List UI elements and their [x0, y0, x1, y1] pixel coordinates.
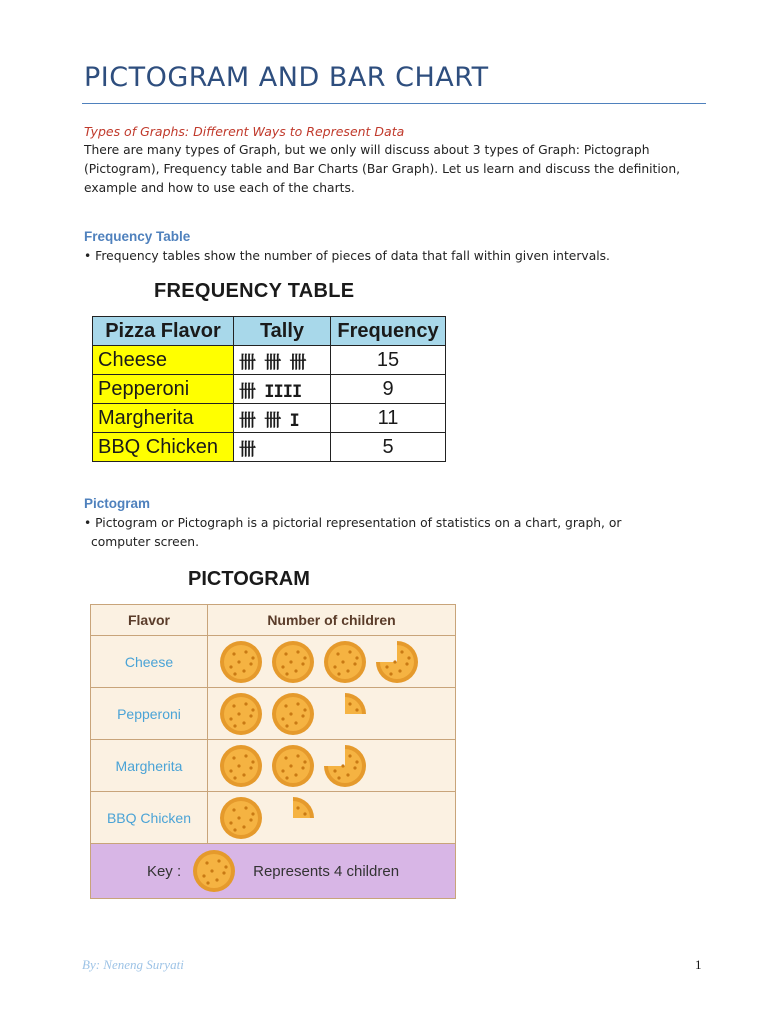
pizza-icons-cell — [208, 688, 456, 740]
key-label: Key : — [146, 862, 182, 880]
page-number: 1 — [695, 957, 702, 972]
header-flavor: Flavor — [91, 605, 208, 636]
tally-cell: 卌 IIII — [234, 375, 331, 404]
frequency-table — [92, 316, 446, 462]
frequency-cell: 5 — [331, 433, 446, 462]
partial-pizza-icon — [374, 639, 420, 685]
flavor-label: Cheese — [91, 636, 208, 688]
pictogram-key — [92, 848, 454, 894]
table-row — [93, 375, 446, 404]
partial-pizza-icon — [270, 795, 316, 841]
flavor-label: Margherita — [91, 740, 208, 792]
flavor-cell: Cheese — [93, 346, 234, 375]
pictogram-description-line2: computer screen. — [91, 535, 199, 549]
table-row — [93, 404, 446, 433]
header-frequency: Frequency — [331, 317, 446, 346]
flavor-label: BBQ Chicken — [91, 792, 208, 844]
pizza-icon — [218, 691, 264, 737]
pictogram-key-cell — [91, 844, 456, 899]
pictogram-key-row — [91, 844, 456, 899]
pictogram-description-line1: • Pictogram or Pictograph is a pictorial representation of statistics on a chart, graph, or — [84, 516, 622, 530]
flavor-cell: BBQ Chicken — [93, 433, 234, 462]
header-pizza-flavor: Pizza Flavor — [93, 317, 234, 346]
flavor-cell: Pepperoni — [93, 375, 234, 404]
key-text: Represents 4 children — [253, 862, 400, 880]
pizza-icons-cell — [208, 792, 456, 844]
flavor-label: Pepperoni — [91, 688, 208, 740]
table-row — [93, 346, 446, 375]
pizza-icon — [191, 848, 243, 894]
frequency-cell: 9 — [331, 375, 446, 404]
pizza-icon — [191, 848, 237, 894]
pizza-icons-cell — [208, 740, 456, 792]
pictogram-heading: Pictogram — [84, 496, 151, 511]
tally-cell: 卌 卌 卌 — [234, 346, 331, 375]
title-divider — [82, 103, 706, 104]
partial-pizza-icon — [322, 691, 368, 737]
frequency-table-header-row — [93, 317, 446, 346]
frequency-table-description: • Frequency tables show the number of pieces of data that fall within given intervals. — [84, 249, 610, 263]
pizza-icon — [322, 639, 368, 685]
partial-pizza-icon — [322, 743, 368, 789]
header-tally: Tally — [234, 317, 331, 346]
pizza-icons-cell — [208, 636, 456, 688]
subheading: Types of Graphs: Different Ways to Represent Data — [84, 124, 405, 139]
table-row — [91, 740, 456, 792]
pizza-icon — [270, 743, 316, 789]
header-number-of-children: Number of children — [208, 605, 456, 636]
intro-paragraph: There are many types of Graph, but we only will discuss about 3 types of Graph: Pictograph (Pictogram), Frequency table and Bar Charts (Bar Graph). Let us learn and discuss the definition, example and how to use each of the charts. — [84, 143, 681, 195]
page-title: PICTOGRAM AND BAR CHART — [84, 62, 489, 93]
pizza-icon — [270, 691, 316, 737]
pizza-icon — [218, 795, 264, 841]
pictogram-header-row — [91, 605, 456, 636]
pizza-icon — [270, 639, 316, 685]
table-row — [91, 792, 456, 844]
tally-cell: 卌 卌 I — [234, 404, 331, 433]
tally-cell: 卌 — [234, 433, 331, 462]
flavor-cell: Margherita — [93, 404, 234, 433]
frequency-table-heading: Frequency Table — [84, 229, 191, 244]
frequency-cell: 11 — [331, 404, 446, 433]
frequency-table-title: FREQUENCY TABLE — [154, 280, 355, 302]
footer-author: By: Neneng Suryati — [82, 957, 184, 972]
table-row — [91, 636, 456, 688]
pizza-icon — [218, 639, 264, 685]
table-row — [91, 688, 456, 740]
pizza-icon — [218, 743, 264, 789]
pictogram-title: PICTOGRAM — [188, 568, 310, 590]
pictogram-description — [84, 514, 684, 552]
table-row — [93, 433, 446, 462]
frequency-cell: 15 — [331, 346, 446, 375]
pictogram-table — [90, 604, 456, 899]
